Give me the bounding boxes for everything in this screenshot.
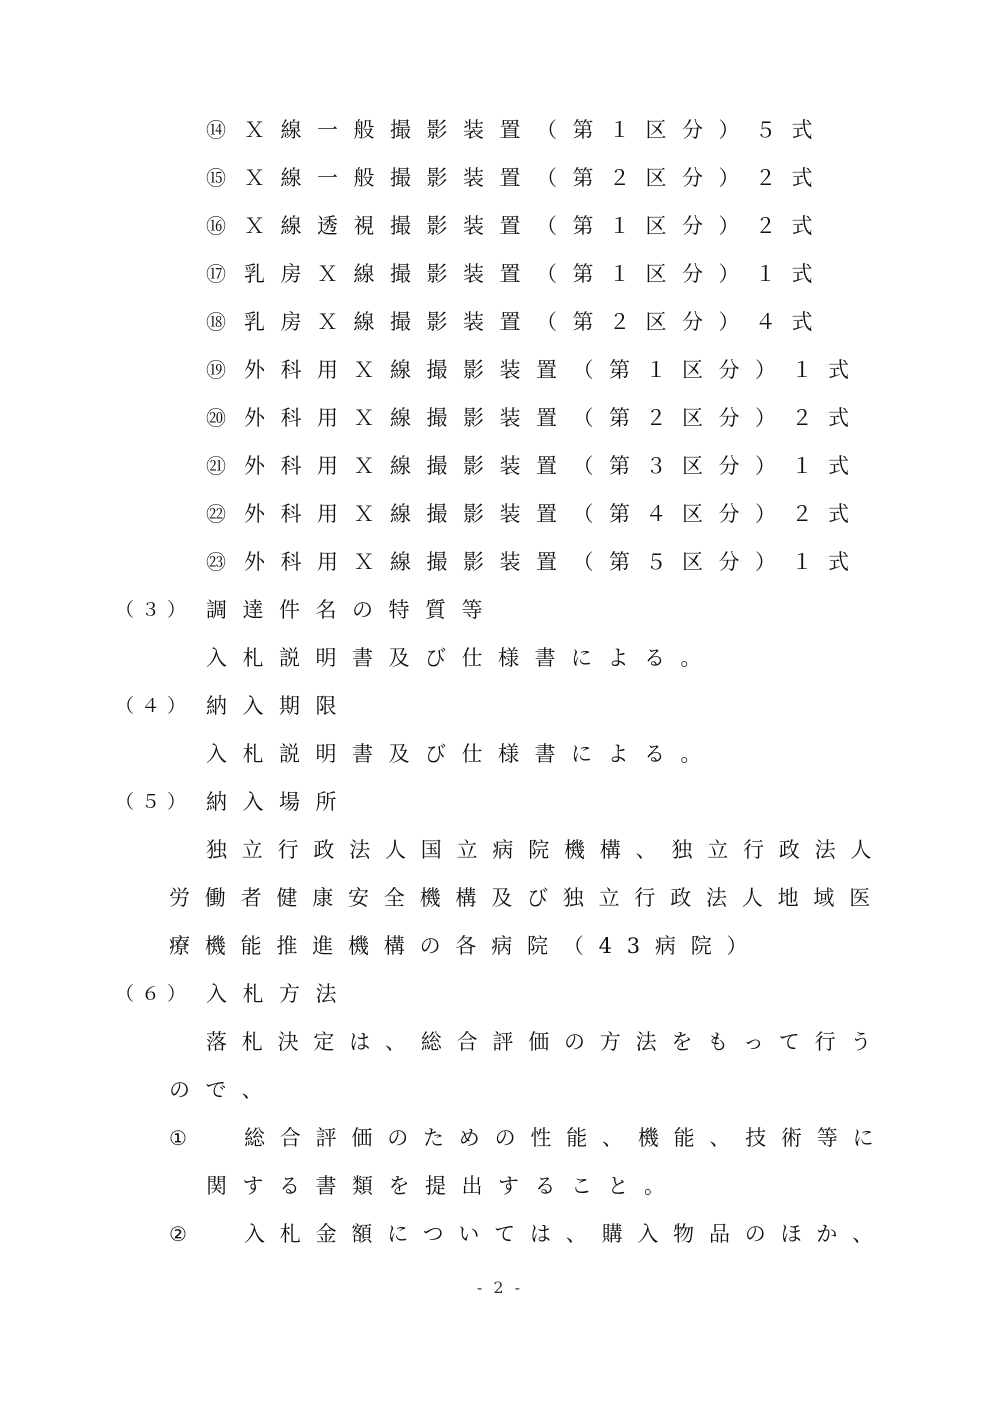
sub-item-text: 関する書類を提出すること。 [206, 1174, 681, 1198]
body-text: 入札説明書及び仕様書による。 [206, 646, 717, 670]
item-text: 乳房Ｘ線撮影装置（第２区分）４式 [244, 310, 828, 334]
body-text: 落札決定は、総合評価の方法をもって行う [206, 1030, 887, 1054]
body-text: 療機能推進機構の各病院（43病院） [169, 934, 763, 958]
item-text: 乳房Ｘ線撮影装置（第１区分）１式 [244, 262, 828, 286]
section-heading: 調達件名の特質等 [206, 598, 498, 622]
sub-item-text: 総合評価のための性能、機能、技術等に [244, 1126, 889, 1150]
sub-item-number: ② [169, 1222, 187, 1246]
body-text: 独立行政法人国立病院機構、独立行政法人 [206, 838, 887, 862]
section-number: （５） [115, 791, 194, 813]
body-text: 労働者健康安全機構及び独立行政法人地域医 [169, 886, 885, 910]
item-number: ㉑ [206, 454, 226, 478]
body-text: ので、 [169, 1078, 279, 1102]
item-text: 外科用Ｘ線撮影装置（第２区分）２式 [244, 406, 865, 430]
body-text: 入札説明書及び仕様書による。 [206, 742, 717, 766]
item-number: ⑲ [206, 358, 226, 382]
item-number: ⑭ [206, 118, 226, 142]
item-text: 外科用Ｘ線撮影装置（第１区分）１式 [244, 358, 865, 382]
item-text: 外科用Ｘ線撮影装置（第４区分）２式 [244, 502, 865, 526]
section-heading: 納入期限 [206, 694, 352, 718]
item-text: Ｘ線透視撮影装置（第１区分）２式 [244, 214, 828, 238]
item-number: ⑱ [206, 310, 226, 334]
item-number: ⑳ [206, 406, 226, 430]
section-heading: 納入場所 [206, 790, 352, 814]
item-text: 外科用Ｘ線撮影装置（第５区分）１式 [244, 550, 865, 574]
item-text: Ｘ線一般撮影装置（第２区分）２式 [244, 166, 828, 190]
item-text: 外科用Ｘ線撮影装置（第３区分）１式 [244, 454, 865, 478]
sub-item-text: 入札金額については、購入物品のほか、 [244, 1222, 888, 1246]
section-number: （４） [115, 695, 194, 717]
item-text: Ｘ線一般撮影装置（第１区分）５式 [244, 118, 828, 142]
section-number: （３） [115, 599, 194, 621]
page-number: - 2 - [476, 1278, 524, 1297]
item-number: ⑯ [206, 214, 226, 238]
item-number: ⑰ [206, 262, 226, 286]
item-number: ㉓ [206, 550, 226, 574]
section-number: （６） [115, 983, 194, 1005]
sub-item-number: ① [169, 1126, 187, 1150]
section-heading: 入札方法 [206, 982, 352, 1006]
item-number: ㉒ [206, 502, 226, 526]
item-number: ⑮ [206, 166, 226, 190]
